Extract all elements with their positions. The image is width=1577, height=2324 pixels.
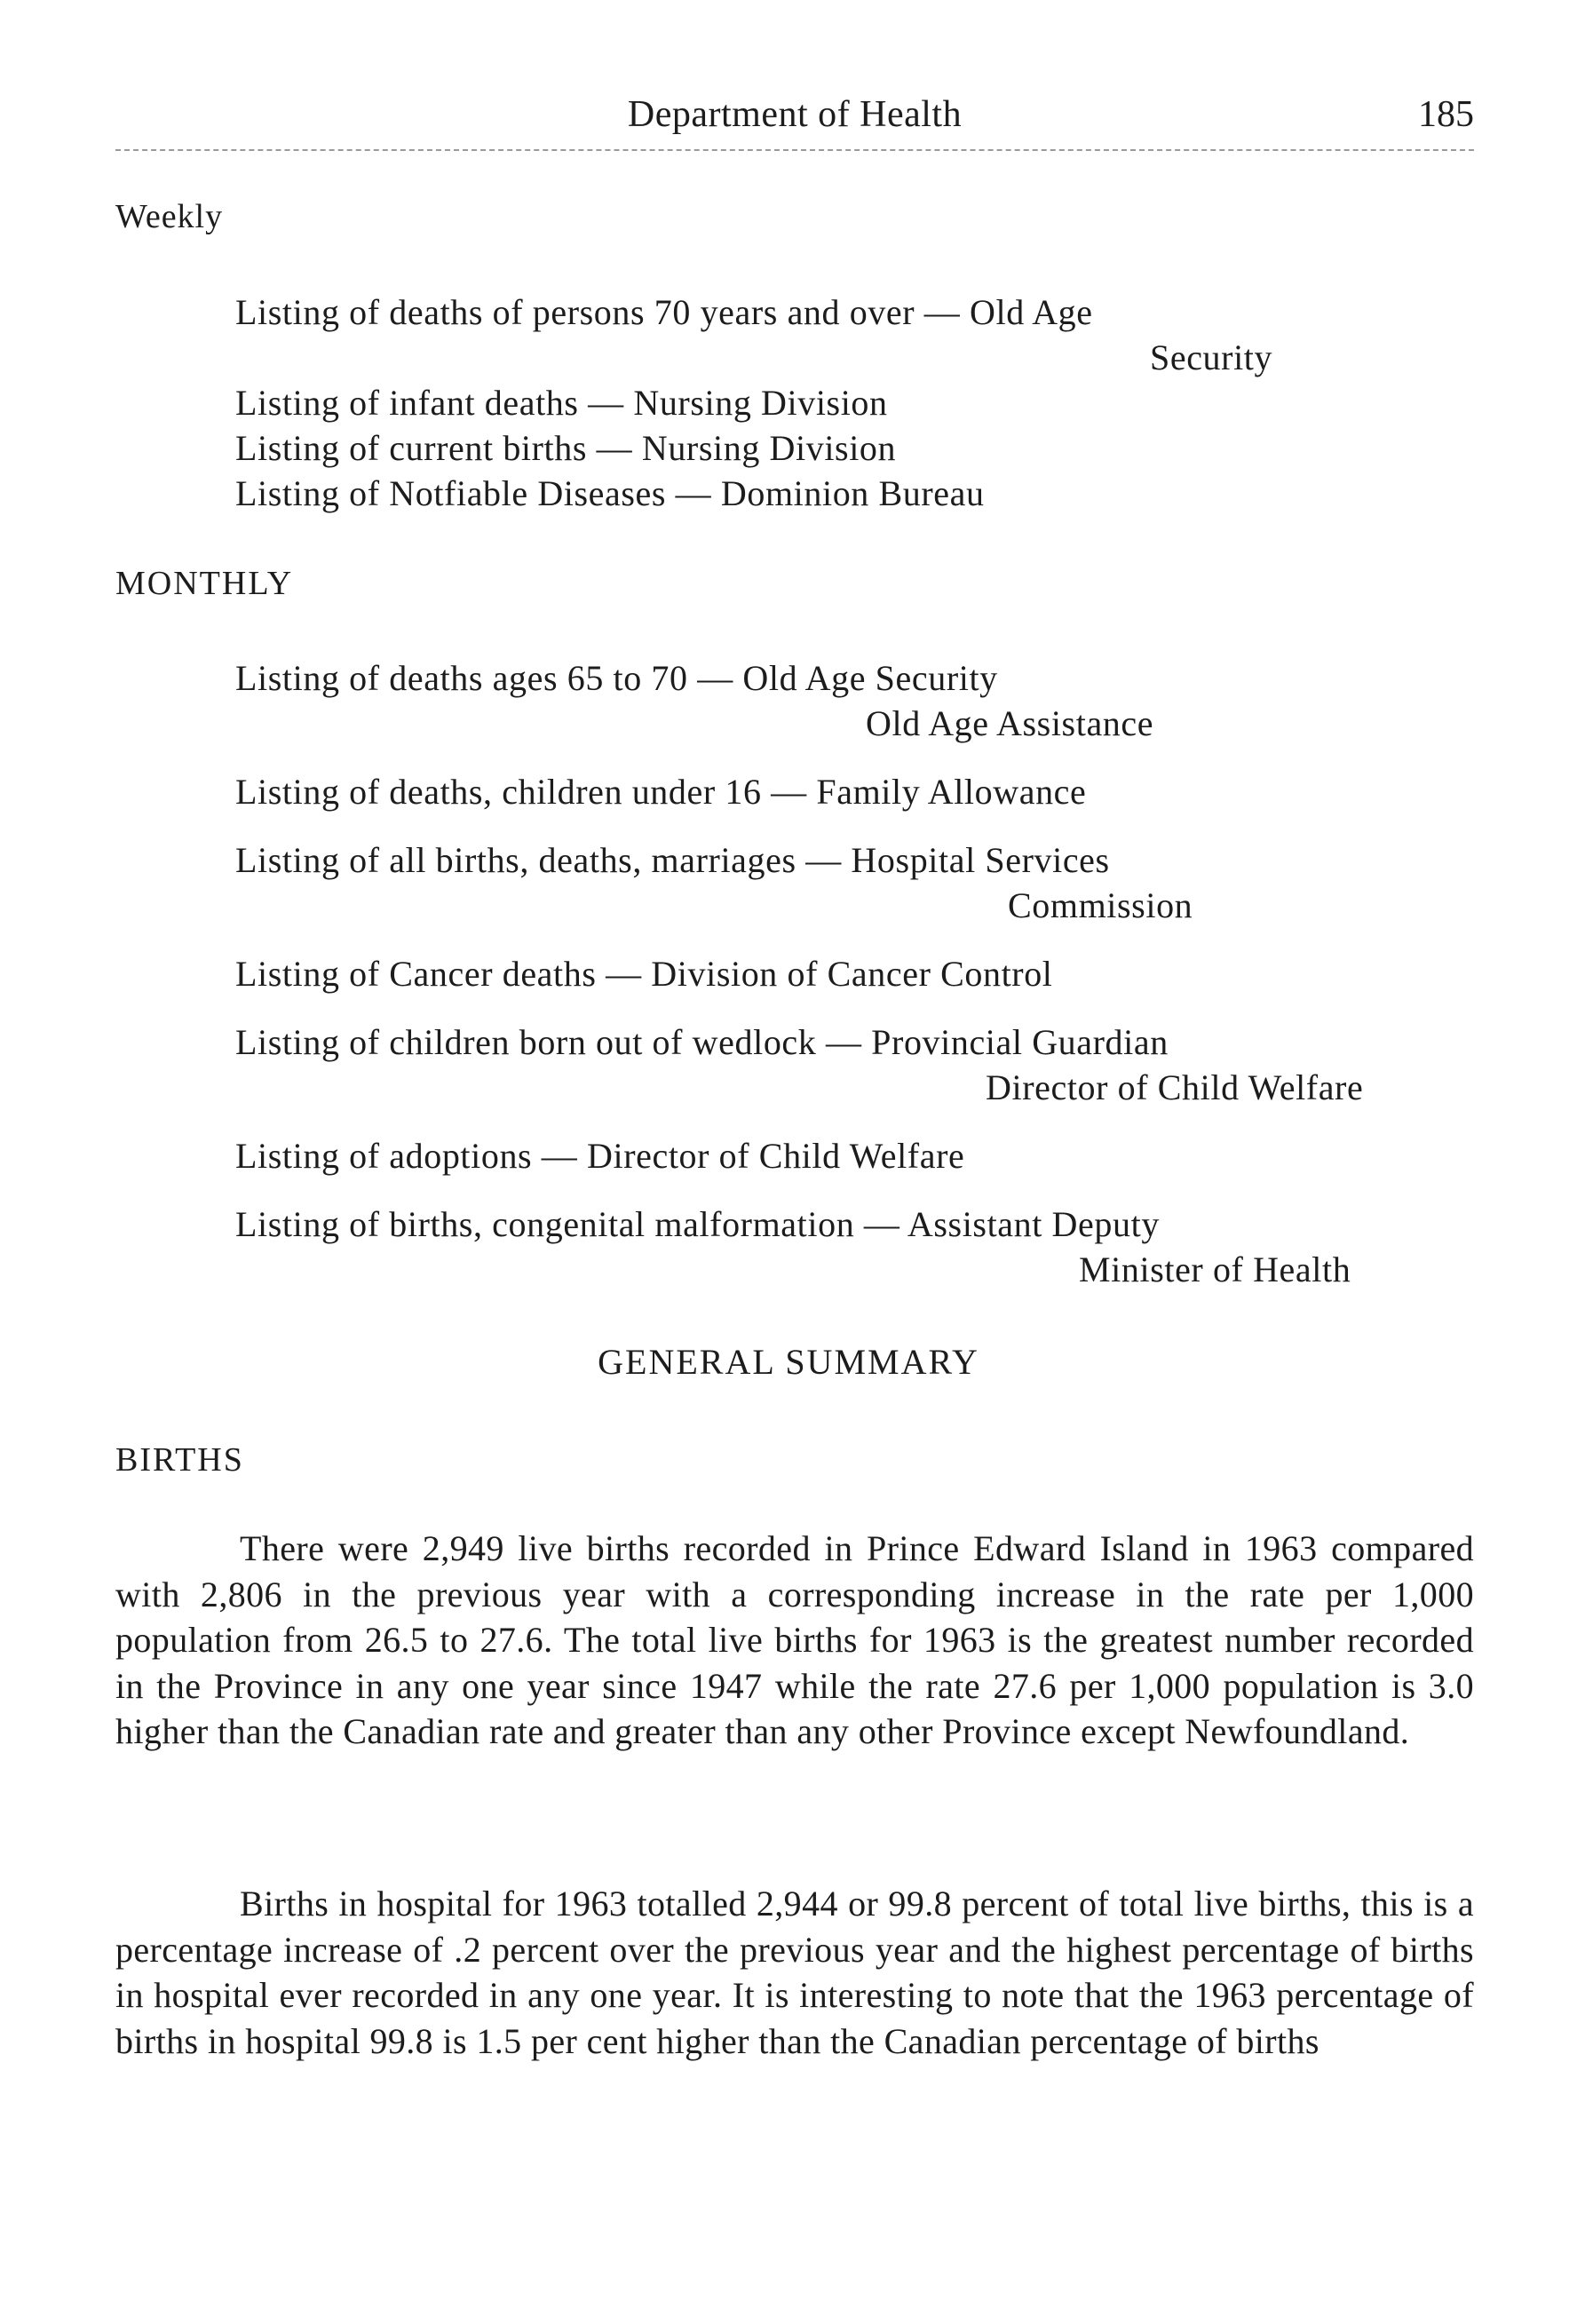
weekly-item: Listing of current births — Nursing Division xyxy=(235,428,897,468)
births-paragraph-1 xyxy=(115,1526,1474,1755)
weekly-item: Listing of infant deaths — Nursing Division xyxy=(235,383,888,423)
monthly-item: Listing of deaths ages 65 to 70 — Old Age Security xyxy=(235,658,998,698)
monthly-item-continuation: Commission xyxy=(1008,885,1193,925)
monthly-item: Listing of births, congenital malformation — Assistant Deputy xyxy=(235,1204,1160,1244)
monthly-item: Listing of deaths, children under 16 — Family Allowance xyxy=(235,772,1087,812)
monthly-item: Listing of children born out of wedlock — Provincial Guardian xyxy=(235,1022,1169,1062)
monthly-item: Listing of adoptions — Director of Child Welfare xyxy=(235,1136,965,1176)
monthly-item: Listing of all births, deaths, marriages — Hospital Services xyxy=(235,840,1110,880)
paragraph-text: There were 2,949 live births recorded in Prince Edward Island in 1963 compared with 2,806 in the previous year with a corresponding increase in the rate per 1,000 population from 26.5 to 27.6. The total live births for 1963 is the greatest number recorded in the Province in any one year since 1947 while the rate 27.6 per 1,000 population is 3.0 higher than the Canadian rate and greater than any other Province except Newfoundland. xyxy=(115,1528,1474,1751)
monthly-item-continuation: Minister of Health xyxy=(1079,1249,1351,1289)
monthly-item-continuation: Director of Child Welfare xyxy=(986,1067,1364,1107)
header-rule xyxy=(115,149,1474,151)
header-title: Department of Health xyxy=(627,94,963,135)
weekly-item: Listing of Notfiable Diseases — Dominion Bureau xyxy=(235,473,985,513)
monthly-item: Listing of Cancer deaths — Division of Cancer Control xyxy=(235,954,1053,994)
births-heading: BIRTHS xyxy=(115,1441,244,1479)
page-number: 185 xyxy=(1418,94,1474,135)
weekly-heading: Weekly xyxy=(115,198,224,235)
weekly-list xyxy=(235,290,1272,516)
running-header xyxy=(115,93,1474,147)
births-paragraph-2 xyxy=(115,1881,1474,2064)
monthly-list xyxy=(235,655,1363,1292)
paragraph-text: Births in hospital for 1963 totalled 2,944 or 99.8 percent of total live births, this is a percentage increase of .2 percent over the previous year and the highest percentage of births in hospital ever recorded in any one year. It is interesting to note that the 1963 percentage of births in hospital 99.8 is 1.5 per cent higher than the Canadian percentage of births xyxy=(115,1884,1474,2061)
monthly-item-continuation: Old Age Assistance xyxy=(866,703,1154,743)
weekly-item: Listing of deaths of persons 70 years and over — Old Age xyxy=(235,292,1093,332)
monthly-heading: MONTHLY xyxy=(115,565,294,602)
general-summary-title: GENERAL SUMMARY xyxy=(598,1342,979,1382)
weekly-item-continuation: Security xyxy=(1150,337,1273,377)
